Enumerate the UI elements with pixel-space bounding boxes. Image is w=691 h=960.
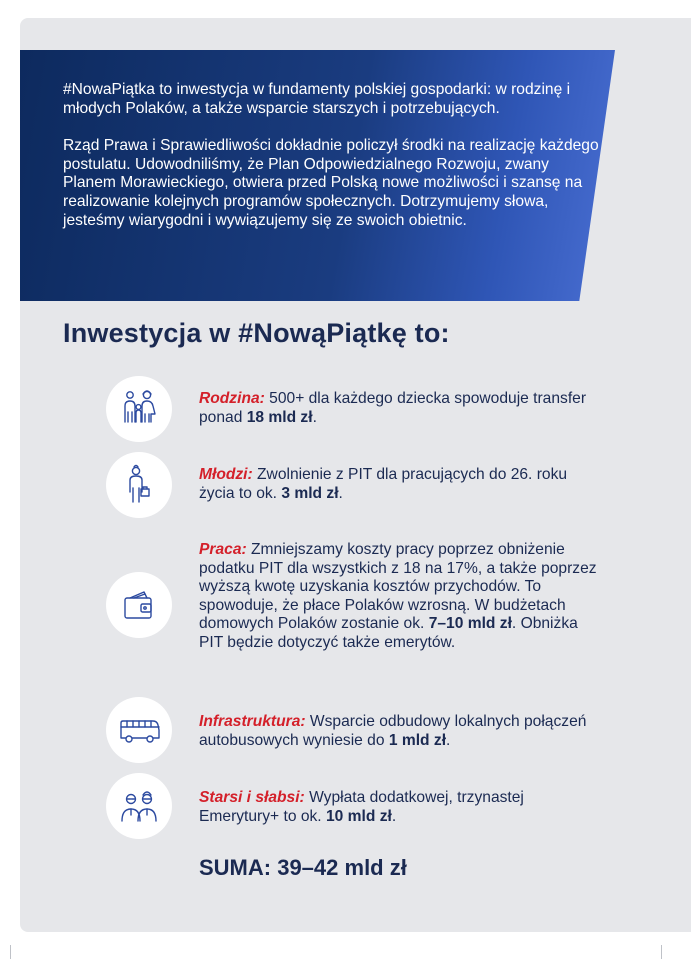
bus-icon	[106, 697, 172, 763]
crop-mark-left	[10, 945, 11, 959]
item-starsi-amount: 10 mld zł	[325, 807, 392, 825]
item-infrastruktura-tail: .	[446, 731, 451, 749]
total-sum: SUMA: 39–42 mld zł	[199, 855, 407, 880]
item-rodzina-tail: .	[312, 408, 317, 426]
seniors-icon	[106, 773, 172, 839]
item-praca-text: Zmniejszamy koszty pracy poprzez obniżenie podatku PIT dla wszystkich z 18 na 17%, a także poprzez wyższą kwotę uzyskania kosztów przychodów. To spowoduje, że płace Polaków wzrosną. W budżetach domowych Polaków zostanie ok.	[199, 541, 597, 632]
item-rodzina-amount: 18 mld zł	[246, 408, 313, 426]
wallet-icon	[106, 572, 172, 638]
item-mlodzi-lead: Młodzi:	[199, 466, 253, 483]
item-infrastruktura	[199, 713, 599, 750]
item-rodzina-text: 500+ dla każdego dziecka spowoduje transfer ponad	[199, 390, 587, 426]
item-infrastruktura-text: Wsparcie odbudowy lokalnych połączeń autobusowych wyniesie do	[199, 713, 587, 749]
item-mlodzi	[199, 466, 599, 503]
item-infrastruktura-amount: 1 mld zł	[388, 731, 447, 749]
item-mlodzi-text: Zwolnienie z PIT dla pracujących do 26. roku życia to ok.	[199, 466, 568, 502]
item-praca-tail: . Obniżka PIT będzie dotyczyć także emerytów.	[199, 615, 578, 651]
intro-paragraph-2: Rząd Prawa i Sprawiedliwości dokładnie policzył środki na realizację każdego postulatu. Udowodniliśmy, że Plan Odpowiedzialnego Rozwoju, zwany Planem Morawieckiego, otwiera przed Polską nowe możliwości i szansę na realizowanie kolejnych programów społecznych. Dotrzymujemy słowa, jesteśmy wiarygodni i wywiązujemy się ze swoich obietnic.	[63, 137, 599, 229]
item-mlodzi-tail: .	[338, 484, 343, 502]
section-headline: Inwestycja w #NowąPiątkę to:	[63, 318, 450, 348]
item-praca-lead: Praca:	[199, 541, 247, 558]
intro-paragraph-1: #NowaPiątka to inwestycja w fundamenty polskiej gospodarki: w rodzinę i młodych Polaków, a także wsparcie starszych i potrzebujących.	[63, 81, 571, 117]
item-starsi-text: Wypłata dodatkowej, trzynastej Emerytury+ to ok.	[199, 789, 524, 825]
item-rodzina-lead: Rodzina:	[199, 390, 265, 407]
item-infrastruktura-lead: Infrastruktura:	[199, 713, 306, 730]
intro-text	[63, 81, 603, 230]
crop-mark-right	[661, 945, 662, 959]
item-praca-amount: 7–10 mld zł	[428, 615, 512, 632]
item-starsi-lead: Starsi i słabsi:	[199, 789, 305, 806]
item-praca	[199, 541, 599, 652]
item-starsi	[199, 789, 599, 826]
young-person-icon	[106, 452, 172, 518]
family-icon	[106, 376, 172, 442]
item-starsi-tail: .	[391, 807, 397, 825]
item-mlodzi-amount: 3 mld zł	[281, 484, 339, 502]
item-rodzina	[199, 390, 599, 427]
